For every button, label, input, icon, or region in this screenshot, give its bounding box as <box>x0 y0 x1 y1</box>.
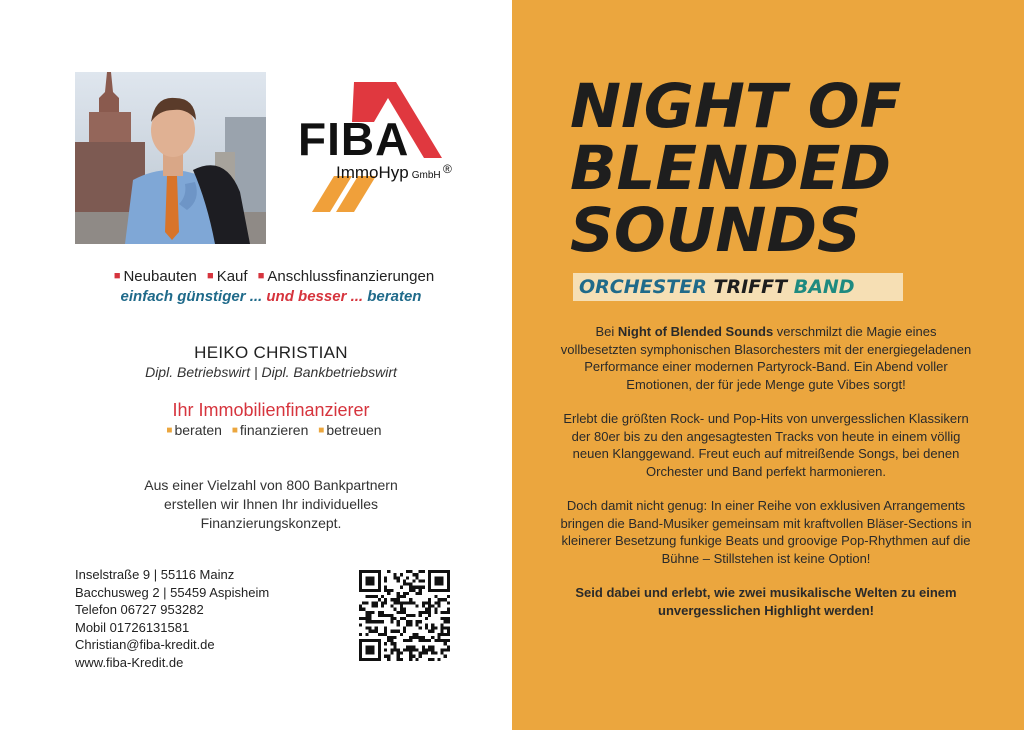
service-item: Neubauten <box>123 268 197 285</box>
event-description <box>560 323 972 636</box>
qr-code-icon[interactable] <box>359 570 450 661</box>
person-name: HEIKO CHRISTIAN <box>194 343 348 362</box>
website-link[interactable]: www.fiba-Kredit.de <box>75 654 184 670</box>
banner-word-1: ORCHESTER <box>579 276 707 298</box>
bullet-square-icon: ■ <box>318 425 325 436</box>
slogan-part-1: einfach günstiger ... <box>120 288 263 305</box>
address-line-1: Inselstraße 9 | 55116 Mainz <box>75 567 235 582</box>
intro-line: Finanzierungskonzept. <box>200 515 342 531</box>
contact-block <box>75 566 269 671</box>
logo-registered-mark: ® <box>443 162 452 176</box>
phone: Telefon 06727 953282 <box>75 602 204 617</box>
portrait-photo <box>75 72 266 244</box>
event-paragraph-1 <box>560 323 972 393</box>
p1-pre: Bei <box>595 324 618 339</box>
bullet-square-icon: ■ <box>166 425 173 436</box>
mobile: Mobil 01726131581 <box>75 619 190 635</box>
role-items <box>15 422 527 438</box>
event-paragraph-3: Doch damit nicht genug: In einer Reihe von exklusiven Arrangements bringen die Band-Musiker gemeinsam mit kraftvollen Bläser-Sections in kleinerer Besetzung funkige Beats und groovige Pop-Rhythmen auf die Bühne – Stillstehen ist keine Option! <box>560 498 972 566</box>
service-item: Kauf <box>216 268 248 285</box>
event-title-line-2: BLENDED <box>570 133 892 204</box>
bullet-square-icon: ■ <box>207 270 214 282</box>
intro-line: Aus einer Vielzahl von 800 Bankpartnern <box>144 477 398 493</box>
role-title: Ihr Immobilienfinanzierer <box>172 400 370 420</box>
p1-rest: verschmilzt die Magie eines vollbesetzten symphonischen Blasorchesters mit der energiegeladenen Performance einer modernen Partyrock-Band. Ein Abend voller Emotionen, der für jede Menge gute Vibes sorgt! <box>560 324 972 392</box>
role-item: finanzieren <box>239 422 309 438</box>
event-title-line-1: NIGHT OF <box>570 71 902 142</box>
event-title <box>570 71 1000 266</box>
fiba-logo <box>292 82 462 214</box>
p1-bold: Night of Blended Sounds <box>617 324 774 339</box>
event-paragraph-2: Erlebt die größten Rock- und Pop-Hits von unvergesslichen Klassikern der 80er bis zu den angesagtesten Tracks von heute in einem völlig neuen Klanggewand. Freut euch auf mitreißende Songs, bei denen Orchester und Band perfekt harmonieren. <box>563 411 969 479</box>
address-line-2: Bacchusweg 2 | 55459 Aspisheim <box>75 584 270 600</box>
service-item: Anschlussfinanzierungen <box>267 268 435 285</box>
logo-subtitle <box>336 164 441 181</box>
person-degree: Dipl. Betriebswirt | Dipl. Bankbetriebswirt <box>145 364 397 380</box>
banner-word-3: BAND <box>793 276 855 298</box>
role-item: beraten <box>174 422 222 438</box>
logo-sub-text: ImmoHyp <box>336 163 409 182</box>
bullet-square-icon: ■ <box>113 270 121 282</box>
event-title-line-3: SOUNDS <box>570 195 861 266</box>
banner-word-2: TRIFFT <box>713 276 788 298</box>
slogan-part-2: und besser ... <box>266 288 364 305</box>
event-paragraph-4: Seid dabei und erlebt, wie zwei musikalische Welten zu einem unvergesslichen Highlight werden! <box>575 585 957 618</box>
logo-gmbh: GmbH <box>411 170 441 181</box>
email-link[interactable]: Christian@fiba-kredit.de <box>75 637 215 652</box>
intro-text <box>15 476 527 533</box>
event-banner <box>573 273 903 301</box>
bullet-square-icon: ■ <box>231 425 238 436</box>
slogan <box>15 288 527 305</box>
bullet-square-icon: ■ <box>257 270 265 282</box>
intro-line: erstellen wir Ihnen Ihr individuelles <box>164 496 378 512</box>
services-list <box>15 268 527 285</box>
role-item: betreuen <box>326 422 382 438</box>
slogan-part-3: beraten <box>367 288 422 305</box>
logo-brand-text: FIBA <box>298 113 410 165</box>
